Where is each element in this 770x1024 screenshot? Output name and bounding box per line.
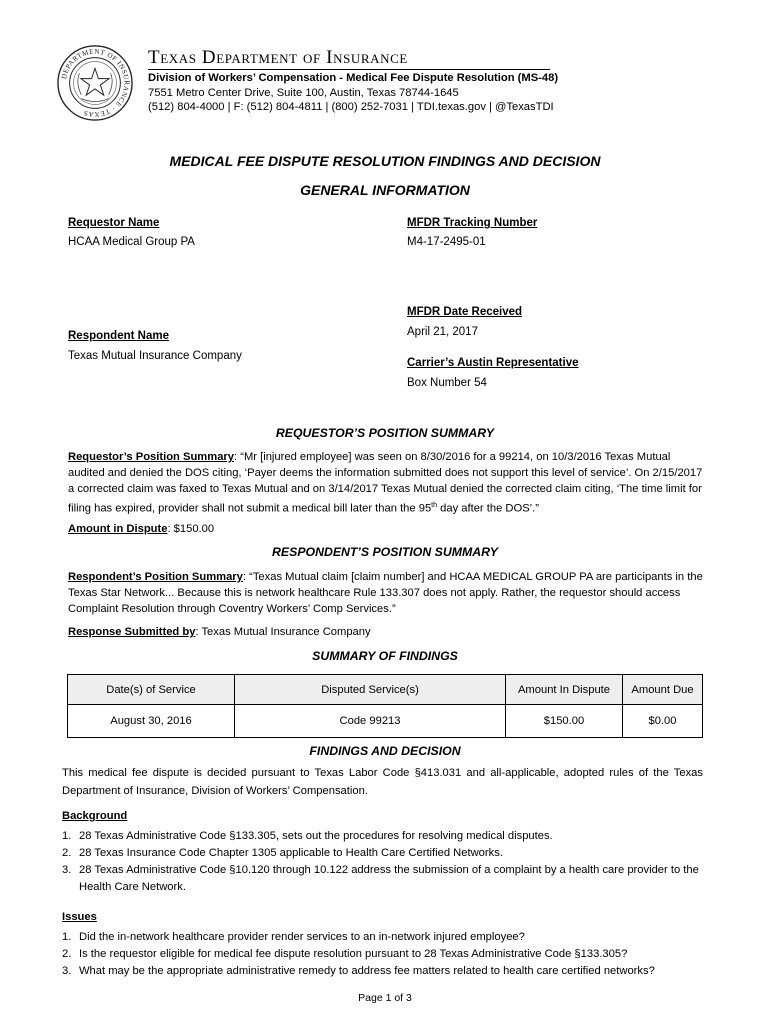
- respondent-name-value: Texas Mutual Insurance Company: [68, 350, 242, 362]
- requestor-name-value: HCAA Medical Group PA: [68, 236, 195, 248]
- column-header: Date(s) of Service: [68, 675, 235, 705]
- tdi-seal-logo: [56, 44, 134, 122]
- response-submitted-by: Response Submitted by: Texas Mutual Insurance Company: [68, 626, 371, 638]
- list-item-text: Is the requestor eligible for medical fee dispute resolution pursuant to 28 Texas Administrative Code §133.305?: [79, 948, 628, 960]
- issues-heading: Issues: [62, 911, 97, 923]
- amount-in-dispute-label: Amount in Dispute: [68, 523, 168, 535]
- requestor-summary-text-2: day after the DOS’.”: [437, 502, 539, 515]
- requestor-name-label: Requestor Name: [68, 217, 160, 229]
- table-cell: $150.00: [506, 705, 623, 738]
- background-list: [62, 828, 712, 896]
- response-submitted-value: Texas Mutual Insurance Company: [198, 626, 371, 638]
- contact-line: (512) 804-4000 | F: (512) 804-4811 | (800) 252-7031 | TDI.texas.gov | @TexasTDI: [148, 101, 554, 113]
- requestor-position-heading: REQUESTOR’S POSITION SUMMARY: [275, 426, 495, 440]
- column-header: Amount In Dispute: [506, 675, 623, 705]
- requestor-summary-label: Requestor’s Position Summary: [68, 451, 234, 463]
- list-item: 2. 28 Texas Insurance Code Chapter 1305 applicable to Health Care Certified Networks.: [62, 847, 503, 859]
- list-item: 1. 28 Texas Administrative Code §133.305, sets out the procedures for resolving medical disputes.: [62, 830, 553, 842]
- list-item: 3. What may be the appropriate administrative remedy to address fee matters related to health care certified networks?: [62, 965, 655, 977]
- requestor-summary-sup: th: [431, 501, 438, 509]
- list-item-text: 28 Texas Insurance Code Chapter 1305 applicable to Health Care Certified Networks.: [79, 847, 503, 859]
- carrier-rep-label: Carrier’s Austin Representative: [407, 357, 579, 369]
- amount-in-dispute-value: $150.00: [170, 523, 215, 535]
- findings-table-header-row: [68, 675, 703, 705]
- list-item: 2. Is the requestor eligible for medical fee dispute resolution pursuant to 28 Texas Administrative Code §133.305?: [62, 948, 628, 960]
- column-header: Amount Due: [623, 675, 703, 705]
- list-item-text: 28 Texas Administrative Code §10.120 through 10.122 address the submission of a complaint by a health care provider to the Health Care Network.: [79, 864, 699, 893]
- svg-text:DEPARTMENT OF INSURANCE · TEXA: DEPARTMENT OF INSURANCE · TEXAS: [59, 47, 131, 119]
- carrier-rep-value: Box Number 54: [407, 377, 487, 389]
- list-item-text: What may be the appropriate administrative remedy to address fee matters related to health care certified networks?: [79, 965, 655, 977]
- findings-intro: This medical fee dispute is decided pursuant to Texas Labor Code §413.031 and all-applicable, adopted rules of the Texas Department of Insurance, Division of Workers’ Compensation.: [62, 767, 703, 797]
- date-received-value: April 21, 2017: [407, 326, 478, 338]
- list-item-text: 28 Texas Administrative Code §133.305, sets out the procedures for resolving medical disputes.: [79, 830, 553, 842]
- respondent-summary-label: Respondent’s Position Summary: [68, 571, 243, 583]
- division-line: Division of Workers’ Compensation - Medical Fee Dispute Resolution (MS-48): [148, 72, 559, 84]
- findings-decision-heading: FINDINGS AND DECISION: [309, 744, 461, 758]
- requestor-position-summary: Requestor’s Position Summary: “Mr [injured employee] was seen on 8/30/2016 for a 99214, on 10/3/2016 Texas Mutual audited and denied the DOS citing, ‘Payer deems the information submitted does not support this level of service’. On 2/15/2017 a corrected claim was faxed to Texas Mutual and on 3/14/2017 Texas Mutual denied the corrected claim citing, ‘The time limit for filing has expired, provider shall not submit a medical bill later than the 95th day after the DOS’.”: [68, 451, 703, 515]
- tracking-number-label: MFDR Tracking Number: [407, 217, 538, 229]
- requestor-summary-text-1: “Mr [injured employee] was seen on 8/30/2016 for a 99214, on 10/3/2016 Texas Mutual audited and denied the DOS citing, ‘Payer deems the information submitted does not support this level of service’. On 2/15/2017 a corrected claim was faxed to Texas Mutual and on 3/14/2017 Texas Mutual denied the corrected claim citing, ‘The time limit for filing has expired, provider shall not submit a medical bill later than the 95: [68, 451, 703, 515]
- summary-findings-heading: SUMMARY OF FINDINGS: [312, 649, 458, 663]
- response-submitted-label: Response Submitted by: [68, 626, 196, 638]
- header-rule: [148, 69, 550, 70]
- list-item: 1. Did the in-network healthcare provider render services to an in-network injured employee?: [62, 931, 525, 943]
- address-line: 7551 Metro Center Drive, Suite 100, Austin, Texas 78744-1645: [148, 87, 459, 99]
- respondent-summary-text: “Texas Mutual claim [claim number] and HCAA MEDICAL GROUP PA are participants in the Texas Star Network... Because this is network healthcare Rule 133.307 does not apply. Rather, the requestor should access Complaint Resolution through Coventry Workers’ Comp Services.”: [68, 571, 703, 616]
- respondent-position-summary: Respondent’s Position Summary: “Texas Mutual claim [claim number] and HCAA MEDICAL GROUP PA are participants in the Texas Star Network... Because this is network healthcare Rule 133.307 does not apply. Rather, the requestor should access Complaint Resolution through Coventry Workers’ Comp Services.”: [68, 571, 703, 616]
- list-item: 3. 28 Texas Administrative Code §10.120 through 10.122 address the submission of a complaint by a health care provider to the Health Care Network.: [62, 864, 699, 893]
- document-title: MEDICAL FEE DISPUTE RESOLUTION FINDINGS AND DECISION: [169, 153, 601, 169]
- findings-table: [67, 674, 703, 738]
- tracking-number-value: M4-17-2495-01: [407, 236, 486, 248]
- amount-in-dispute: Amount in Dispute: $150.00: [68, 523, 215, 535]
- column-header: Disputed Service(s): [235, 675, 506, 705]
- table-cell: Code 99213: [235, 705, 506, 738]
- respondent-position-heading: RESPONDENT’S POSITION SUMMARY: [272, 545, 498, 559]
- list-item-text: Did the in-network healthcare provider render services to an in-network injured employee?: [79, 931, 525, 943]
- table-row: [68, 705, 703, 738]
- table-cell: August 30, 2016: [68, 705, 235, 738]
- issues-list: [62, 929, 712, 980]
- date-received-label: MFDR Date Received: [407, 306, 523, 318]
- general-info-heading: GENERAL INFORMATION: [300, 182, 470, 198]
- background-heading: Background: [62, 810, 128, 822]
- page-number: Page 1 of 3: [358, 992, 412, 1004]
- agency-name: Texas Department of Insurance: [148, 47, 408, 68]
- respondent-name-label: Respondent Name: [68, 330, 169, 342]
- table-cell: $0.00: [623, 705, 703, 738]
